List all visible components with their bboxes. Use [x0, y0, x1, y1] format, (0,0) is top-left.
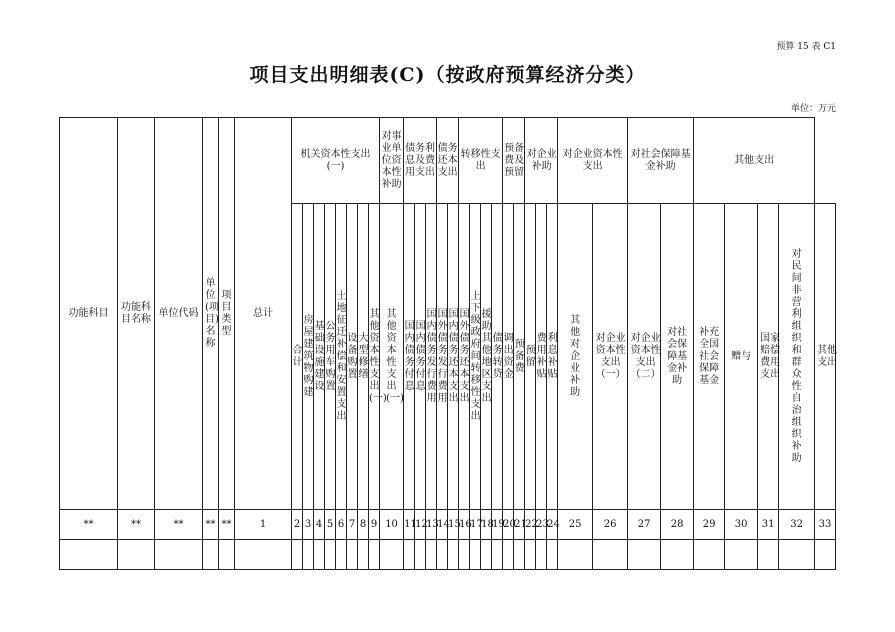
sub-header: 其他资本性支出(一): [380, 204, 404, 510]
sub-header: 其他对企业补助: [558, 204, 593, 510]
unit-label: 单位：万元: [790, 104, 836, 114]
header-function-code: 功能科目: [60, 118, 118, 510]
code-cell: 16: [459, 510, 470, 540]
code-cell: 33: [815, 510, 836, 540]
sub-header: 设备购置: [347, 204, 358, 510]
code-row: [60, 510, 836, 540]
code-cell: 19: [492, 510, 503, 540]
group-other-expenditure: 其他支出: [694, 118, 815, 204]
sub-header: 预留: [525, 204, 536, 510]
sub-header: 国内债务还本支出: [448, 204, 459, 510]
code-cell: 1: [235, 510, 292, 540]
sub-header: 预备费: [514, 204, 525, 510]
sub-header: 援助其他地区支出: [481, 204, 492, 510]
code-cell: **: [219, 510, 235, 540]
code-cell: 14: [437, 510, 448, 540]
code-cell: 10: [380, 510, 404, 540]
code-cell: 2: [292, 510, 303, 540]
sub-header: 上下级政府间转移性支出: [470, 204, 481, 510]
group-header-row: [60, 118, 836, 204]
group-debt-principal: 债务还本支出: [437, 118, 459, 204]
group-enterprise-subsidy: 对企业补助: [525, 118, 558, 204]
sub-header: 其他支出: [815, 204, 836, 510]
code-cell: 22: [525, 510, 536, 540]
group-debt-interest: 债务利息及费用支出: [404, 118, 437, 204]
code-cell: 17: [470, 510, 481, 540]
header-function-name: 功能科目名称: [118, 118, 155, 510]
sub-header: 公务用车购置: [325, 204, 336, 510]
sub-header: 基础设施建设: [314, 204, 325, 510]
sub-header: 对企业资本性支出（一）: [593, 204, 628, 510]
code-cell: **: [118, 510, 155, 540]
expenditure-table: [59, 117, 836, 570]
code-cell: 9: [369, 510, 380, 540]
sub-header: 其他资本性支出(一): [369, 204, 380, 510]
code-cell: 7: [347, 510, 358, 540]
code-cell: **: [60, 510, 118, 540]
sub-header: 补充全国社会保障基金: [694, 204, 725, 510]
header-unit-code: 单位代码: [155, 118, 203, 510]
sub-header: 对民间非营利组织和群众性自治组织补助: [779, 204, 815, 510]
code-cell: 11: [404, 510, 415, 540]
code-cell: 3: [303, 510, 314, 540]
empty-data-row: [60, 540, 836, 570]
header-unit-name: 单位(项目)名称: [203, 118, 219, 510]
code-cell: 24: [547, 510, 558, 540]
code-cell: 20: [503, 510, 514, 540]
page-title: 项目支出明细表(C)（按政府预算经济分类）: [249, 64, 646, 86]
code-cell: 8: [358, 510, 369, 540]
sub-header: 房屋建筑物购建: [303, 204, 314, 510]
group-social-security: 对社会保障基金补助: [628, 118, 694, 204]
code-cell: 6: [336, 510, 347, 540]
sub-header: 国外债务发行费用: [437, 204, 448, 510]
sub-header: 国家赔偿费用支出: [758, 204, 779, 510]
code-cell: 28: [661, 510, 694, 540]
code-cell: 23: [536, 510, 547, 540]
code-cell: 18: [481, 510, 492, 540]
sub-header: 对企业资本性支出（二）: [628, 204, 661, 510]
code-cell: 21: [514, 510, 525, 540]
code-cell: 12: [415, 510, 426, 540]
sub-header: 赠与: [725, 204, 758, 510]
sub-header: 土地征迁补偿和安置支出: [336, 204, 347, 510]
code-cell: 29: [694, 510, 725, 540]
code-cell: 5: [325, 510, 336, 540]
header-project-type: 项目类型: [219, 118, 235, 510]
sub-header: 调出资金: [503, 204, 514, 510]
group-enterprise-capital: 对企业资本性支出: [558, 118, 628, 204]
sub-header: 大型修缮: [358, 204, 369, 510]
sub-header: 国内债务付息: [404, 204, 415, 510]
code-cell: 31: [758, 510, 779, 540]
sub-header: 国外债务还本支出: [459, 204, 470, 510]
sub-header: 合计: [292, 204, 303, 510]
code-cell: 26: [593, 510, 628, 540]
group-capital-expenditure: 机关资本性支出(一): [292, 118, 380, 204]
form-reference: 预算 15 表 C1: [776, 42, 836, 52]
code-cell: **: [203, 510, 219, 540]
sub-header: 国内债务发行费用: [426, 204, 437, 510]
group-transfer-expenditure: 转移性支出: [459, 118, 503, 204]
sub-header: 国内债务付息: [415, 204, 426, 510]
code-cell: 30: [725, 510, 758, 540]
code-cell: 13: [426, 510, 437, 540]
header-total: 总计: [235, 118, 292, 510]
code-cell: 27: [628, 510, 661, 540]
group-institution-capital-subsidy: 对事业单位资本性补助: [380, 118, 404, 204]
code-cell: 32: [779, 510, 815, 540]
code-cell: 4: [314, 510, 325, 540]
sub-header: 债务转贷: [492, 204, 503, 510]
code-cell: 25: [558, 510, 593, 540]
sub-header: 对社会保障基金补助: [661, 204, 694, 510]
group-reserve: 预备费及预留: [503, 118, 525, 204]
sub-header: 费用补贴: [536, 204, 547, 510]
code-cell: **: [155, 510, 203, 540]
sub-header: 利息补贴: [547, 204, 558, 510]
code-cell: 15: [448, 510, 459, 540]
